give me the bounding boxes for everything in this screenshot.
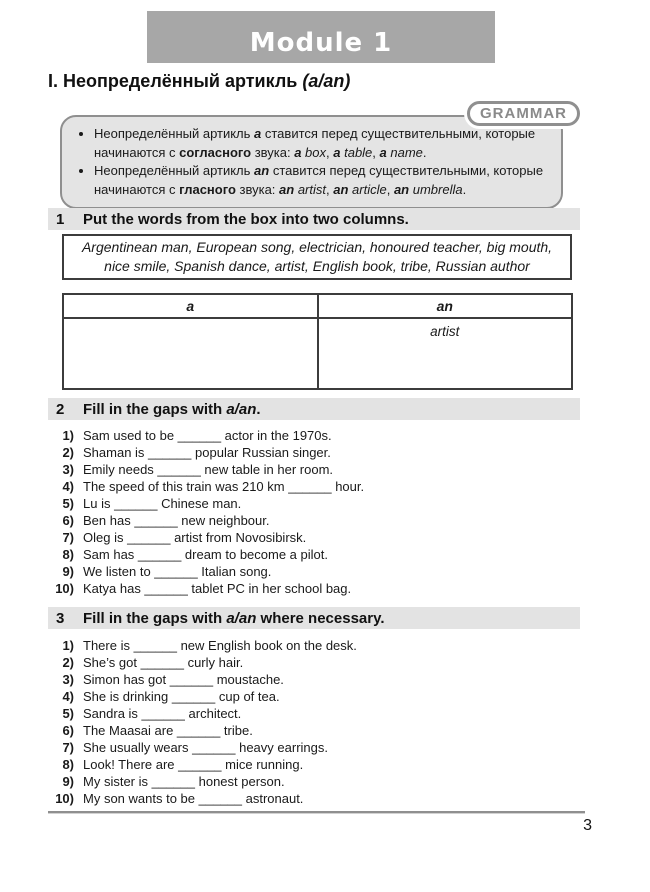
- text-segment: umbrella: [409, 181, 463, 197]
- text-segment: table: [340, 144, 373, 160]
- text-segment: ставится перед существительными, которые начинаются с: [94, 126, 536, 160]
- text-segment: article: [348, 181, 387, 197]
- exercise-item: [48, 739, 585, 756]
- item-text: The Maasai are ______ tribe.: [83, 723, 253, 738]
- table-cell-an: artist: [318, 318, 573, 389]
- grammar-rules: [70, 125, 549, 199]
- exercise-item: [48, 705, 585, 722]
- word-box-line: nice smile, Spanish dance, artist, English book, tribe, Russian author: [104, 258, 530, 274]
- item-text: My son wants to be ______ astronaut.: [83, 791, 304, 806]
- exercise-item: [48, 546, 585, 563]
- text-segment: where necessary.: [256, 609, 385, 627]
- text-segment: a: [254, 126, 262, 141]
- grammar-rule: [94, 125, 549, 162]
- item-number: 1): [62, 428, 74, 443]
- item-text: Simon has got ______ moustache.: [83, 672, 284, 687]
- exercise1-title: [83, 211, 409, 228]
- text-segment: звука:: [251, 144, 295, 160]
- item-number: 4): [62, 689, 74, 704]
- section-title: [48, 71, 350, 92]
- article-table-header-row: [63, 294, 572, 318]
- item-text: She is drinking ______ cup of tea.: [83, 689, 280, 704]
- exercise3-title: [83, 610, 385, 627]
- footer-rule: [48, 811, 585, 814]
- text-segment: name: [386, 144, 423, 160]
- grammar-box-body: [60, 115, 563, 209]
- exercise1-header: [48, 208, 580, 230]
- text-segment: an: [279, 181, 295, 197]
- text-segment: Fill in the gaps with: [83, 609, 227, 627]
- exercise1-number: 1: [56, 210, 65, 228]
- text-segment: ,: [386, 181, 394, 197]
- exercise-item: [48, 654, 585, 671]
- text-segment: гласного: [179, 181, 236, 197]
- module-banner: Module 1: [147, 11, 495, 63]
- exercise-item: [48, 773, 585, 790]
- item-text: There is ______ new English book on the desk.: [83, 638, 357, 653]
- text-segment: ставится перед существительными, которые начинаются с: [94, 163, 544, 197]
- item-number: 8): [62, 547, 74, 562]
- item-number: 8): [62, 757, 74, 772]
- text-segment: звука:: [235, 181, 280, 197]
- grammar-badge: GRAMMAR: [467, 101, 580, 126]
- text-segment: Неопределённый артикль: [94, 126, 255, 141]
- item-number: 7): [62, 740, 74, 755]
- text-segment: согласного: [179, 144, 252, 160]
- exercise3-number: 3: [56, 609, 65, 627]
- item-text: Lu is ______ Chinese man.: [83, 496, 242, 511]
- text-segment: (a/an): [302, 71, 351, 91]
- text-segment: an: [393, 181, 410, 197]
- exercise-item: [48, 427, 585, 444]
- text-segment: a/an: [226, 400, 257, 418]
- item-text: Oleg is ______ artist from Novosibirsk.: [83, 530, 307, 545]
- text-segment: ,: [372, 144, 380, 160]
- exercise2-number: 2: [56, 400, 65, 418]
- text-segment: .: [256, 400, 261, 418]
- table-header-a: a: [63, 294, 318, 318]
- item-number: 5): [62, 706, 74, 721]
- text-segment: box: [301, 144, 327, 160]
- text-segment: a/an: [226, 609, 257, 627]
- text-segment: I. Неопределённый артикль: [48, 71, 303, 91]
- exercise-item: [48, 637, 585, 654]
- grammar-rule: [94, 162, 549, 199]
- item-number: 9): [62, 774, 74, 789]
- item-number: 5): [62, 496, 74, 511]
- item-number: 4): [62, 479, 74, 494]
- exercise2-title: [83, 401, 261, 418]
- exercise-item: [48, 529, 585, 546]
- table-header-an: an: [318, 294, 573, 318]
- exercise-item: [48, 671, 585, 688]
- text-segment: a: [333, 144, 341, 160]
- text-segment: .: [422, 144, 427, 160]
- exercise-item: [48, 461, 585, 478]
- exercise3-items: [48, 637, 585, 807]
- item-text: Look! There are ______ mice running.: [83, 757, 304, 772]
- text-segment: ,: [326, 144, 334, 160]
- exercise-item: [48, 756, 585, 773]
- item-number: 2): [62, 445, 74, 460]
- page-number: 3: [583, 817, 592, 834]
- text-segment: Fill in the gaps with: [83, 400, 227, 418]
- exercise-item: [48, 478, 585, 495]
- text-segment: a: [294, 144, 302, 160]
- item-text: We listen to ______ Italian song.: [83, 564, 272, 579]
- item-number: 1): [62, 638, 74, 653]
- text-segment: .: [462, 181, 467, 197]
- item-text: Sam has ______ dream to become a pilot.: [83, 547, 328, 562]
- item-text: Katya has ______ tablet PC in her school bag.: [83, 581, 352, 596]
- text-segment: an: [333, 181, 349, 197]
- text-segment: Put the words from the box into two columns.: [83, 210, 409, 228]
- exercise-item: [48, 495, 585, 512]
- item-number: 10): [55, 791, 74, 806]
- text-segment: a: [379, 144, 387, 160]
- item-text: Ben has ______ new neighbour.: [83, 513, 270, 528]
- item-text: She usually wears ______ heavy earrings.: [83, 740, 328, 755]
- exercise-item: [48, 512, 585, 529]
- article-table-body-row: [63, 318, 572, 389]
- text-segment: artist: [294, 181, 326, 197]
- exercise-item: [48, 580, 585, 597]
- exercise-item: [48, 722, 585, 739]
- text-segment: an: [254, 163, 270, 178]
- grammar-box: [60, 105, 567, 209]
- exercise2-items: [48, 427, 585, 597]
- item-text: My sister is ______ honest person.: [83, 774, 285, 789]
- exercise-item: [48, 563, 585, 580]
- item-number: 3): [62, 672, 74, 687]
- item-number: 6): [62, 723, 74, 738]
- exercise3-header: [48, 607, 580, 629]
- item-number: 3): [62, 462, 74, 477]
- item-number: 2): [62, 655, 74, 670]
- text-segment: ,: [326, 181, 334, 197]
- word-box: [62, 234, 572, 280]
- item-text: Sandra is ______ architect.: [83, 706, 242, 721]
- item-number: 7): [62, 530, 74, 545]
- item-number: 9): [62, 564, 74, 579]
- text-segment: Неопределённый артикль: [94, 163, 255, 178]
- table-cell-a: [63, 318, 318, 389]
- exercise-item: [48, 688, 585, 705]
- exercise-item: [48, 444, 585, 461]
- item-text: Emily needs ______ new table in her room.: [83, 462, 334, 477]
- item-number: 6): [62, 513, 74, 528]
- exercise2-header: [48, 398, 580, 420]
- item-text: The speed of this train was 210 km ______ hour.: [83, 479, 365, 494]
- item-text: She’s got ______ curly hair.: [83, 655, 244, 670]
- item-number: 10): [55, 581, 74, 596]
- item-text: Shaman is ______ popular Russian singer.: [83, 445, 331, 460]
- exercise-item: [48, 790, 585, 807]
- word-box-line: Argentinean man, European song, electrician, honoured teacher, big mouth,: [81, 239, 553, 255]
- article-table: [62, 293, 573, 390]
- item-text: Sam used to be ______ actor in the 1970s.: [83, 428, 332, 443]
